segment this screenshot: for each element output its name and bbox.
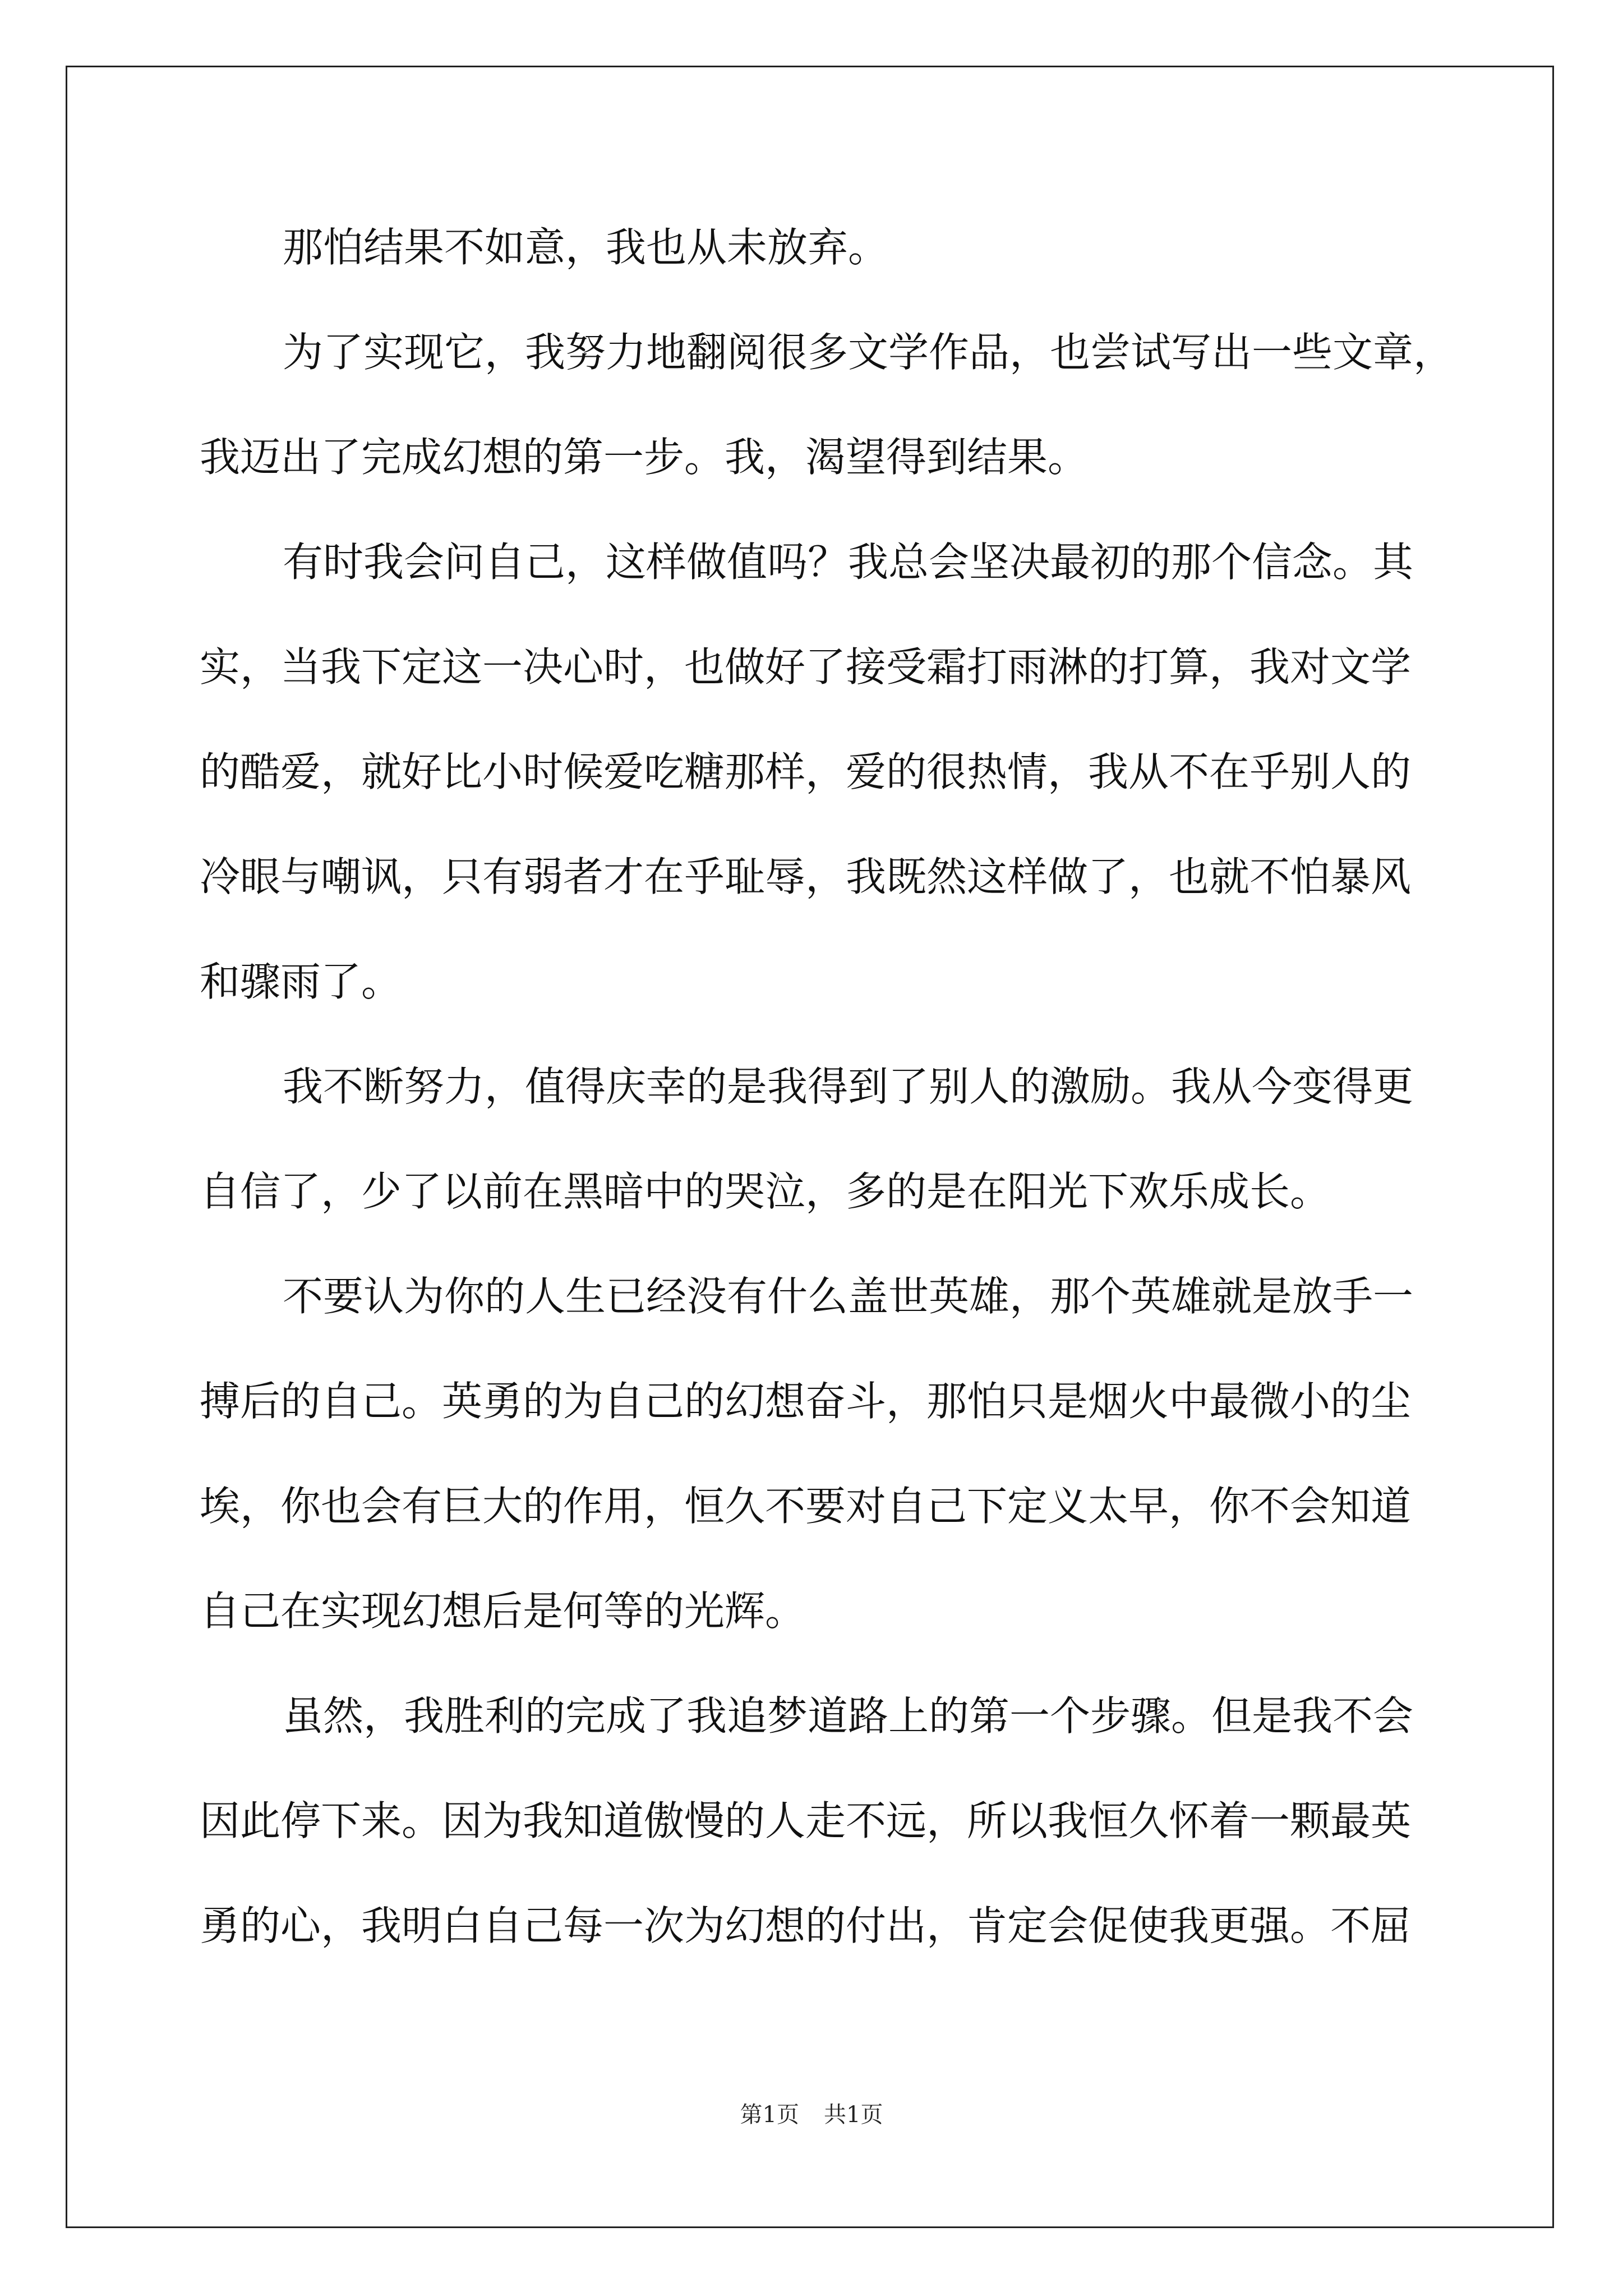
paragraph-3-line-5: 和骤雨了。 xyxy=(200,958,402,1005)
paragraph-5-line-3: 埃，你也会有巨大的作用，恒久不要对自己下定义太早，你不会知道 xyxy=(200,1483,1412,1530)
paragraph-5-line-1: 不要认为你的人生已经没有什么盖世英雄，那个英雄就是放手一 xyxy=(283,1273,1414,1320)
paragraph-5-line-2: 搏后的自己。英勇的为自己的幻想奋斗，那怕只是烟火中最微小的尘 xyxy=(200,1378,1412,1425)
page-total: 共1页 xyxy=(824,2102,883,2128)
paragraph-4-line-2: 自信了，少了以前在黑暗中的哭泣，多的是在阳光下欢乐成长。 xyxy=(200,1168,1331,1215)
paragraph-4-line-1: 我不断努力，值得庆幸的是我得到了别人的激励。我从今变得更 xyxy=(283,1063,1414,1110)
page-number: 第1页 xyxy=(740,2102,799,2128)
paragraph-2-line-1: 为了实现它，我努力地翻阅很多文学作品，也尝试写出一些文章， xyxy=(283,329,1454,376)
paragraph-3-line-1: 有时我会问自己，这样做值吗？我总会坚决最初的那个信念。其 xyxy=(283,539,1414,586)
paragraph-3-line-2: 实，当我下定这一决心时，也做好了接受霜打雨淋的打算，我对文学 xyxy=(200,643,1412,691)
paragraph-3-line-3: 的酷爱，就好比小时候爱吃糖那样，爱的很热情，我从不在乎别人的 xyxy=(200,748,1412,795)
page-footer xyxy=(0,2098,1623,2132)
paragraph-6-line-3: 勇的心，我明白自己每一次为幻想的付出，肯定会促使我更强。不屈 xyxy=(200,1902,1412,1949)
paragraph-6-line-1: 虽然，我胜利的完成了我追梦道路上的第一个步骤。但是我不会 xyxy=(283,1692,1414,1740)
paragraph-6-line-2: 因此停下来。因为我知道傲慢的人走不远，所以我恒久怀着一颗最英 xyxy=(200,1797,1412,1844)
paragraph-2-line-2: 我迈出了完成幻想的第一步。我，渴望得到结果。 xyxy=(200,434,1089,481)
paragraph-3-line-4: 冷眼与嘲讽，只有弱者才在乎耻辱，我既然这样做了，也就不怕暴风 xyxy=(200,853,1412,900)
paragraph-5-line-4: 自己在实现幻想后是何等的光辉。 xyxy=(200,1588,806,1635)
paragraph-1-line-1: 那怕结果不如意，我也从未放弃。 xyxy=(283,224,889,271)
